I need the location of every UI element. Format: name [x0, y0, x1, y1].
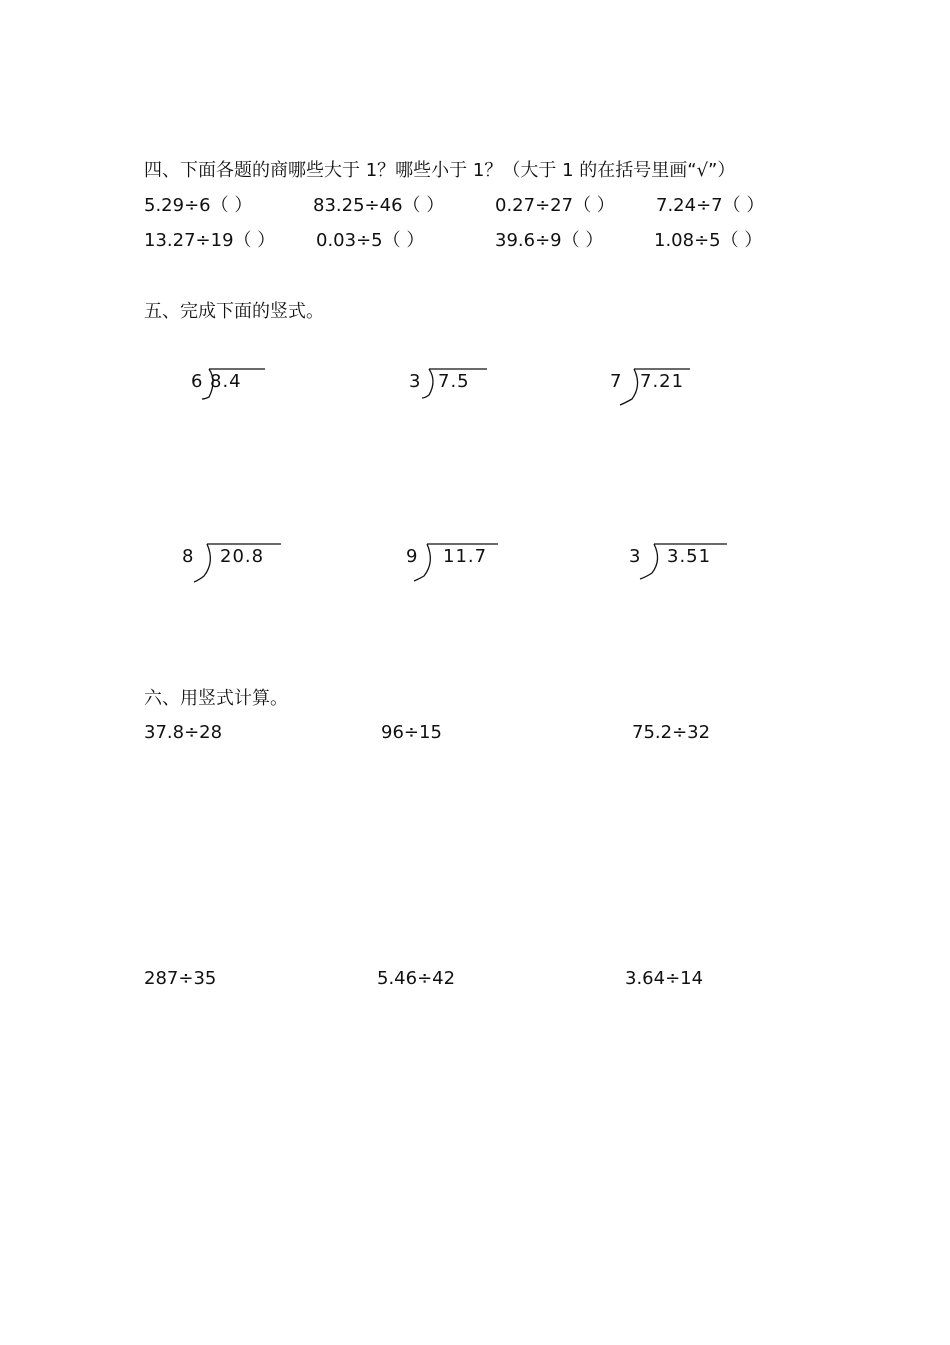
dividend: 3.51 — [667, 546, 712, 567]
calculation-problem: 37.8÷28 — [144, 722, 223, 743]
calculation-problem: 287÷35 — [144, 968, 217, 989]
answer-blank[interactable]: （ ） — [573, 195, 615, 216]
section-6-heading: 六、用竖式计算。 — [144, 688, 288, 709]
expression: 13.27÷19 — [144, 230, 234, 251]
dividend: 11.7 — [443, 546, 488, 567]
calculation-problem: 5.46÷42 — [377, 968, 456, 989]
comparison-item — [495, 195, 615, 217]
comparison-item — [316, 230, 424, 252]
dividend: 7.21 — [640, 371, 685, 392]
expression: 0.03÷5 — [316, 230, 383, 251]
answer-blank[interactable]: （ ） — [402, 195, 445, 216]
divisor: 3 — [409, 371, 421, 392]
expression: 7.24÷7 — [656, 195, 723, 216]
comparison-item — [495, 230, 603, 252]
section-4-heading: 四、下面各题的商哪些大于 1？哪些小于 1？（大于 1 的在括号里画“√”） — [144, 160, 736, 181]
dividend: 8.4 — [210, 371, 242, 392]
dividend: 7.5 — [438, 371, 470, 392]
divisor: 7 — [610, 371, 622, 392]
divisor: 6 — [191, 371, 203, 392]
answer-blank[interactable]: （ ） — [722, 195, 765, 216]
section-5-heading: 五、完成下面的竖式。 — [144, 301, 324, 322]
expression: 1.08÷5 — [654, 230, 721, 251]
answer-blank[interactable]: （ ） — [233, 230, 276, 251]
long-division-problem — [191, 371, 311, 421]
long-division-problem — [629, 546, 749, 596]
divisor: 8 — [182, 546, 194, 567]
comparison-item — [144, 230, 275, 252]
comparison-item — [144, 195, 252, 217]
expression: 83.25÷46 — [313, 195, 403, 216]
long-division-problem — [406, 546, 526, 596]
answer-blank[interactable]: （ ） — [561, 230, 604, 251]
calculation-problem: 3.64÷14 — [625, 968, 704, 989]
comparison-item — [313, 195, 444, 217]
dividend: 20.8 — [220, 546, 265, 567]
divisor: 3 — [629, 546, 641, 567]
long-division-problem — [182, 546, 302, 596]
comparison-item — [654, 230, 762, 252]
divisor: 9 — [406, 546, 418, 567]
expression: 39.6÷9 — [495, 230, 562, 251]
answer-blank[interactable]: （ ） — [210, 195, 253, 216]
answer-blank[interactable]: （ ） — [382, 230, 425, 251]
calculation-problem: 75.2÷32 — [632, 722, 711, 743]
long-division-problem — [610, 371, 730, 421]
comparison-item — [656, 195, 764, 217]
long-division-problem — [409, 371, 529, 421]
answer-blank[interactable]: （ ） — [720, 230, 763, 251]
expression: 0.27÷27 — [495, 195, 574, 216]
expression: 5.29÷6 — [144, 195, 211, 216]
calculation-problem: 96÷15 — [381, 722, 442, 743]
